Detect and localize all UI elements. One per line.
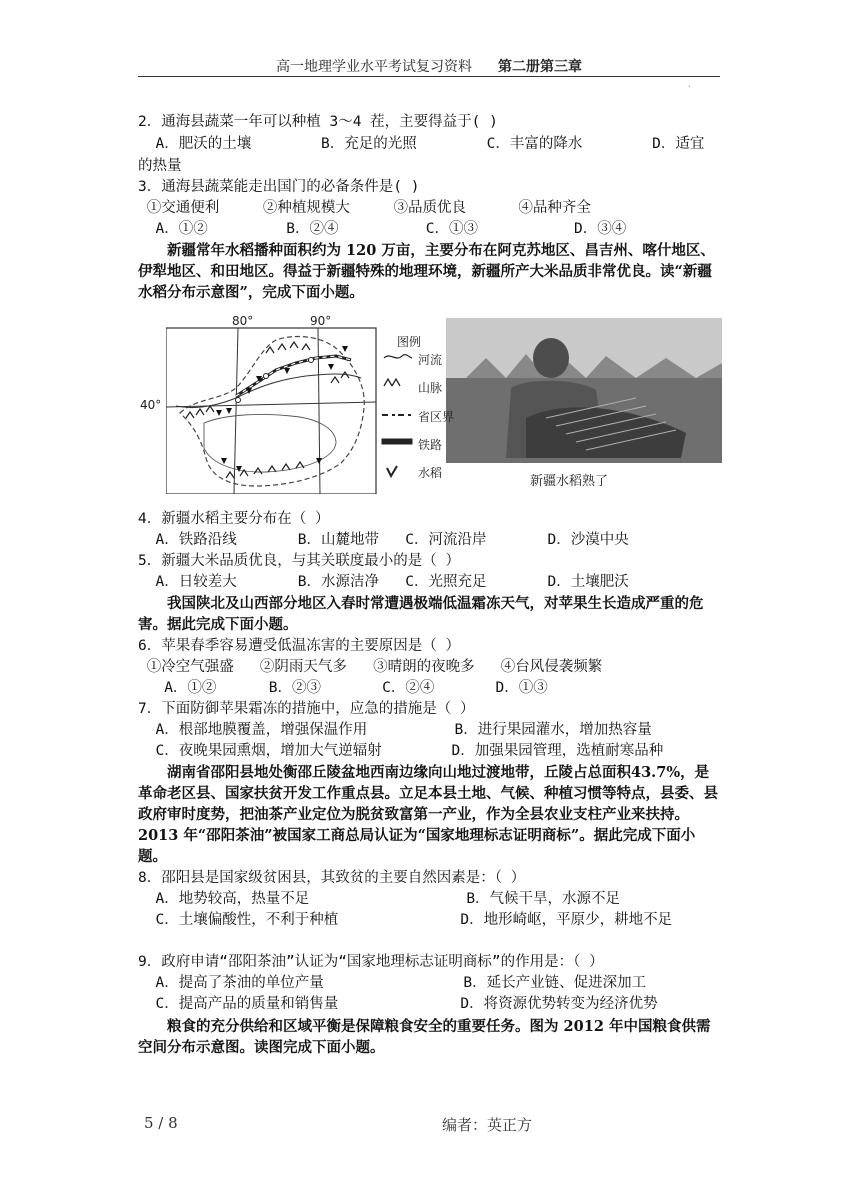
q4-stem: 4．新疆水稻主要分布在（ ）	[138, 511, 330, 527]
page-number: 5 / 8	[144, 1114, 178, 1132]
page-header	[276, 56, 582, 76]
city-dot	[309, 358, 314, 363]
photo-rice-harvest	[446, 318, 722, 463]
q2-stem: 2．通海县蔬菜一年可以种植 3～4 茬，主要得益于( )	[138, 114, 498, 130]
legend-mountain-icon	[384, 379, 400, 386]
legend-rice-label: 水稻	[418, 466, 443, 480]
legend-boundary-label: 省区界	[418, 410, 455, 424]
legend-title: 图例	[397, 335, 422, 349]
xinjiang-map-svg	[166, 318, 722, 494]
q8-options-ab: A．地势较高，热量不足 B．气候干旱，水源不足	[138, 891, 621, 907]
q9-stem: 9．政府申请“邵阳茶油”认证为“国家地理标志证明商标”的作用是：（ ）	[138, 954, 604, 970]
map-frame	[166, 328, 376, 494]
header-title: 高一地理学业水平考试复习资料	[276, 59, 472, 75]
passage-grain: 粮食的充分供给和区域平衡是保障粮食安全的重要任务。图为 2012 年中国粮食供需空间分布示意图。读图完成下面小题。	[138, 1018, 711, 1056]
header-section: 第二册第三章	[498, 59, 582, 75]
q3-stem: 3．通海县蔬菜能走出国门的必备条件是( )	[138, 179, 420, 195]
q2-options-cont: 的热量	[138, 158, 182, 174]
q3-options: A．①② B．②④ C．①③ D．③④	[138, 221, 627, 237]
legend-river-label: 河流	[418, 353, 443, 367]
xinjiang-rice-figure	[140, 314, 722, 494]
lat-40-label: 40°	[140, 398, 162, 412]
q6-items: ①冷空气强盛 ②阴雨天气多 ③晴朗的夜晚多 ④台风侵袭频繁	[138, 659, 603, 675]
header-dot: ·	[688, 82, 691, 91]
legend-rice-icon	[387, 466, 397, 476]
lon-90-label: 90°	[310, 314, 332, 328]
header-rule	[138, 76, 720, 77]
passage-shaoyang: 湖南省邵阳县地处衡邵丘陵盆地西南边缘向山地过渡地带，丘陵占总面积43.7%，是革命老区县、国家扶贫开发工作重点县。立足本县土地、气候、种植习惯等特点，县委、县政府审时度势，把油茶产业定位为脱贫致富第一产业，作为全县农业支柱产业来扶持。2013 年“邵阳茶油”被国家工商总局认证为“国家地理标志证明商标”。据此完成下面小题。	[138, 764, 718, 865]
legend-river-icon	[384, 355, 412, 358]
passage-xinjiang-rice: 新疆常年水稻播种面积约为 120 万亩，主要分布在阿克苏地区、昌吉州、喀什地区、伊犁地区、和田地区。得益于新疆特殊的地理环境，新疆所产大米品质非常优良。读“新疆水稻分布示意图”，完成下面小题。	[138, 242, 715, 301]
q9-options-ab: A．提高了茶油的单位产量 B．延长产业链、促进深加工	[138, 975, 647, 991]
legend-mountain-label: 山脉	[418, 381, 443, 395]
q6-stem: 6．苹果春季容易遭受低温冻害的主要原因是（ ）	[138, 638, 460, 654]
legend-railway-label: 铁路	[418, 438, 443, 452]
legend-icons	[382, 355, 412, 476]
editor-credit: 编者：英正方	[442, 1116, 533, 1134]
q2-options: A．肥沃的土壤 B．充足的光照 C．丰富的降水 D．适宜	[138, 136, 705, 152]
q3-items: ①交通便利 ②种植规模大 ③品质优良 ④品种齐全	[138, 200, 591, 216]
q9-options-cd: C．提高产品的质量和销售量 D．将资源优势转变为经济优势	[138, 996, 658, 1012]
q7-stem: 7．下面防御苹果霜冻的措施中，应急的措施是（ ）	[138, 701, 475, 717]
photo-caption: 新疆水稻熟了	[530, 474, 609, 489]
passage-apple-frost: 我国陕北及山西部分地区入春时常遭遇极端低温霜冻天气，对苹果生长造成严重的危害。据此完成下面小题。	[138, 595, 704, 633]
legend-railway-icon	[382, 439, 412, 444]
city-dot	[236, 398, 241, 403]
q5-options: A．日较差大 B．水源洁净 C．光照充足 D．土壤肥沃	[138, 574, 629, 590]
q4-options: A．铁路沿线 B．山麓地带 C．河流沿岸 D．沙漠中央	[138, 532, 629, 548]
city-dot	[264, 374, 269, 379]
q8-options-cd: C．土壤偏酸性，不利于种植 D．地形崎岖，平原少，耕地不足	[138, 912, 673, 928]
q8-stem: 8．邵阳县是国家级贫困县，其致贫的主要自然因素是：（ ）	[138, 870, 526, 886]
q6-options: A．①② B．②③ C．②④ D．①③	[138, 680, 548, 696]
q5-stem: 5．新疆大米品质优良，与其关联度最小的是（ ）	[138, 553, 460, 569]
q7-options-cd: C．夜晚果园熏烟，增加大气逆辐射 D．加强果园管理，选植耐寒品种	[138, 743, 664, 759]
q7-options-ab: A．根部地膜覆盖，增强保温作用 B．进行果园灌水，增加热容量	[138, 722, 652, 738]
lon-80-label: 80°	[232, 314, 254, 328]
